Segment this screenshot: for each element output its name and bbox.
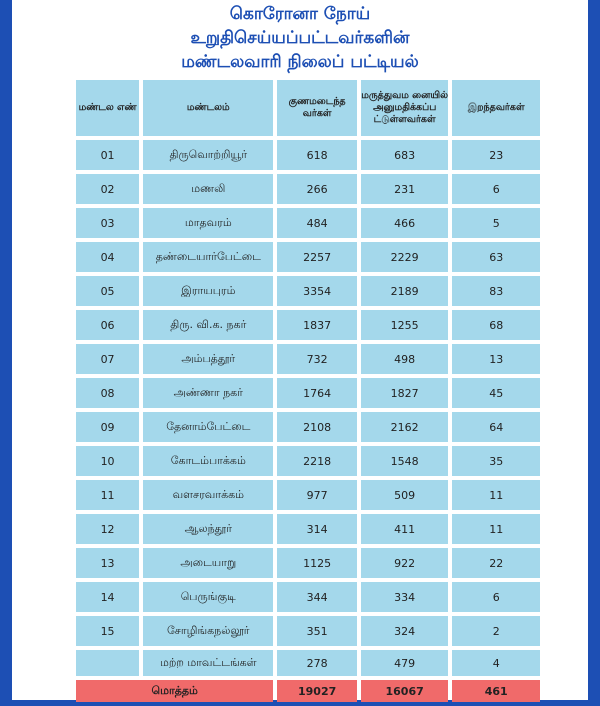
hospitalized-cell: 683 [361,140,449,170]
header-recovered: குணமடைந்த வர்கள் [277,80,356,136]
zone-number-cell: 12 [76,514,139,544]
zone-number-cell: 04 [76,242,139,272]
zone-number-cell [76,650,139,676]
table-row [76,242,540,272]
hospitalized-cell: 1548 [361,446,449,476]
hospitalized-cell: 231 [361,174,449,204]
recovered-cell: 618 [277,140,356,170]
hospitalized-cell: 2189 [361,276,449,306]
table-row [76,548,540,578]
zone-number-cell: 09 [76,412,139,442]
zone-number-cell: 08 [76,378,139,408]
zone-number-cell: 03 [76,208,139,238]
hospitalized-cell: 922 [361,548,449,578]
hospitalized-cell: 509 [361,480,449,510]
header-zone-no: மண்டல எண் [76,80,139,136]
header-zone: மண்டலம் [143,80,273,136]
zone-name-cell: சோழிங்கநல்லூர் [143,616,273,646]
table-row [76,480,540,510]
title-line-3: மண்டலவாரி நிலைப் பட்டியல் [181,52,419,72]
hospitalized-cell: 411 [361,514,449,544]
zone-table [72,76,544,706]
total-hospitalized-cell: 16067 [361,680,449,702]
table-row [76,310,540,340]
table-row [76,344,540,374]
deaths-cell: 5 [452,208,540,238]
header-hospitalized: மருத்துவம னையில் அனுமதிக்கப்ப ட்டுள்ளவர்கள் [361,80,449,136]
zone-name-cell: திருவொற்றியூர் [143,140,273,170]
hospitalized-cell: 1827 [361,378,449,408]
recovered-cell: 732 [277,344,356,374]
recovered-cell: 266 [277,174,356,204]
report-sheet [12,0,588,700]
page-title [12,2,588,74]
zone-name-cell: இராயபுரம் [143,276,273,306]
hospitalized-cell: 466 [361,208,449,238]
table-row [76,140,540,170]
header-deaths: இறந்தவர்கள் [452,80,540,136]
recovered-cell: 2257 [277,242,356,272]
table-row [76,276,540,306]
deaths-cell: 63 [452,242,540,272]
deaths-cell: 4 [452,650,540,676]
title-line-1: கொரோனா நோய் [229,4,371,24]
table-row [76,616,540,646]
recovered-cell: 1125 [277,548,356,578]
deaths-cell: 6 [452,174,540,204]
zone-name-cell: பெருங்குடி [143,582,273,612]
deaths-cell: 11 [452,514,540,544]
recovered-cell: 484 [277,208,356,238]
total-recovered-cell: 19027 [277,680,356,702]
zone-number-cell: 06 [76,310,139,340]
hospitalized-cell: 324 [361,616,449,646]
zone-name-cell: மணலி [143,174,273,204]
hospitalized-cell: 2162 [361,412,449,442]
table-row [76,412,540,442]
recovered-cell: 351 [277,616,356,646]
table-row [76,514,540,544]
deaths-cell: 22 [452,548,540,578]
hospitalized-cell: 334 [361,582,449,612]
deaths-cell: 45 [452,378,540,408]
deaths-cell: 11 [452,480,540,510]
recovered-cell: 344 [277,582,356,612]
table-row [76,174,540,204]
recovered-cell: 314 [277,514,356,544]
deaths-cell: 68 [452,310,540,340]
deaths-cell: 2 [452,616,540,646]
deaths-cell: 13 [452,344,540,374]
total-row [76,680,540,702]
zone-name-cell: அம்பத்தூர் [143,344,273,374]
recovered-cell: 2218 [277,446,356,476]
zone-number-cell: 02 [76,174,139,204]
hospitalized-cell: 498 [361,344,449,374]
zone-name-cell: தண்டையார்பேட்டை [143,242,273,272]
hospitalized-cell: 2229 [361,242,449,272]
zone-number-cell: 13 [76,548,139,578]
recovered-cell: 977 [277,480,356,510]
deaths-cell: 23 [452,140,540,170]
zone-name-cell: மாதவரம் [143,208,273,238]
deaths-cell: 6 [452,582,540,612]
zone-name-cell: ஆலந்தூர் [143,514,273,544]
table-row [76,446,540,476]
deaths-cell: 64 [452,412,540,442]
zone-number-cell: 07 [76,344,139,374]
zone-number-cell: 15 [76,616,139,646]
hospitalized-cell: 1255 [361,310,449,340]
deaths-cell: 83 [452,276,540,306]
zone-name-cell: கோடம்பாக்கம் [143,446,273,476]
zone-name-cell: தேனாம்பேட்டை [143,412,273,442]
total-deaths-cell: 461 [452,680,540,702]
zone-number-cell: 14 [76,582,139,612]
table-row [76,582,540,612]
zone-number-cell: 01 [76,140,139,170]
zone-name-cell: திரு. வி.க. நகர் [143,310,273,340]
zone-name-cell: அண்ணா நகர் [143,378,273,408]
table-row [76,378,540,408]
other-districts-row [76,650,540,676]
hospitalized-cell: 479 [361,650,449,676]
zone-name-cell: மற்ற மாவட்டங்கள் [143,650,273,676]
zone-name-cell: வளசரவாக்கம் [143,480,273,510]
header-row [76,80,540,136]
recovered-cell: 3354 [277,276,356,306]
recovered-cell: 278 [277,650,356,676]
title-line-2: உறுதிசெய்யப்பட்டவர்களின் [190,28,410,48]
zone-number-cell: 10 [76,446,139,476]
recovered-cell: 1764 [277,378,356,408]
zone-name-cell: அடையாறு [143,548,273,578]
recovered-cell: 1837 [277,310,356,340]
recovered-cell: 2108 [277,412,356,442]
total-label-cell: மொத்தம் [76,680,273,702]
table-row [76,208,540,238]
zone-number-cell: 05 [76,276,139,306]
deaths-cell: 35 [452,446,540,476]
zone-number-cell: 11 [76,480,139,510]
